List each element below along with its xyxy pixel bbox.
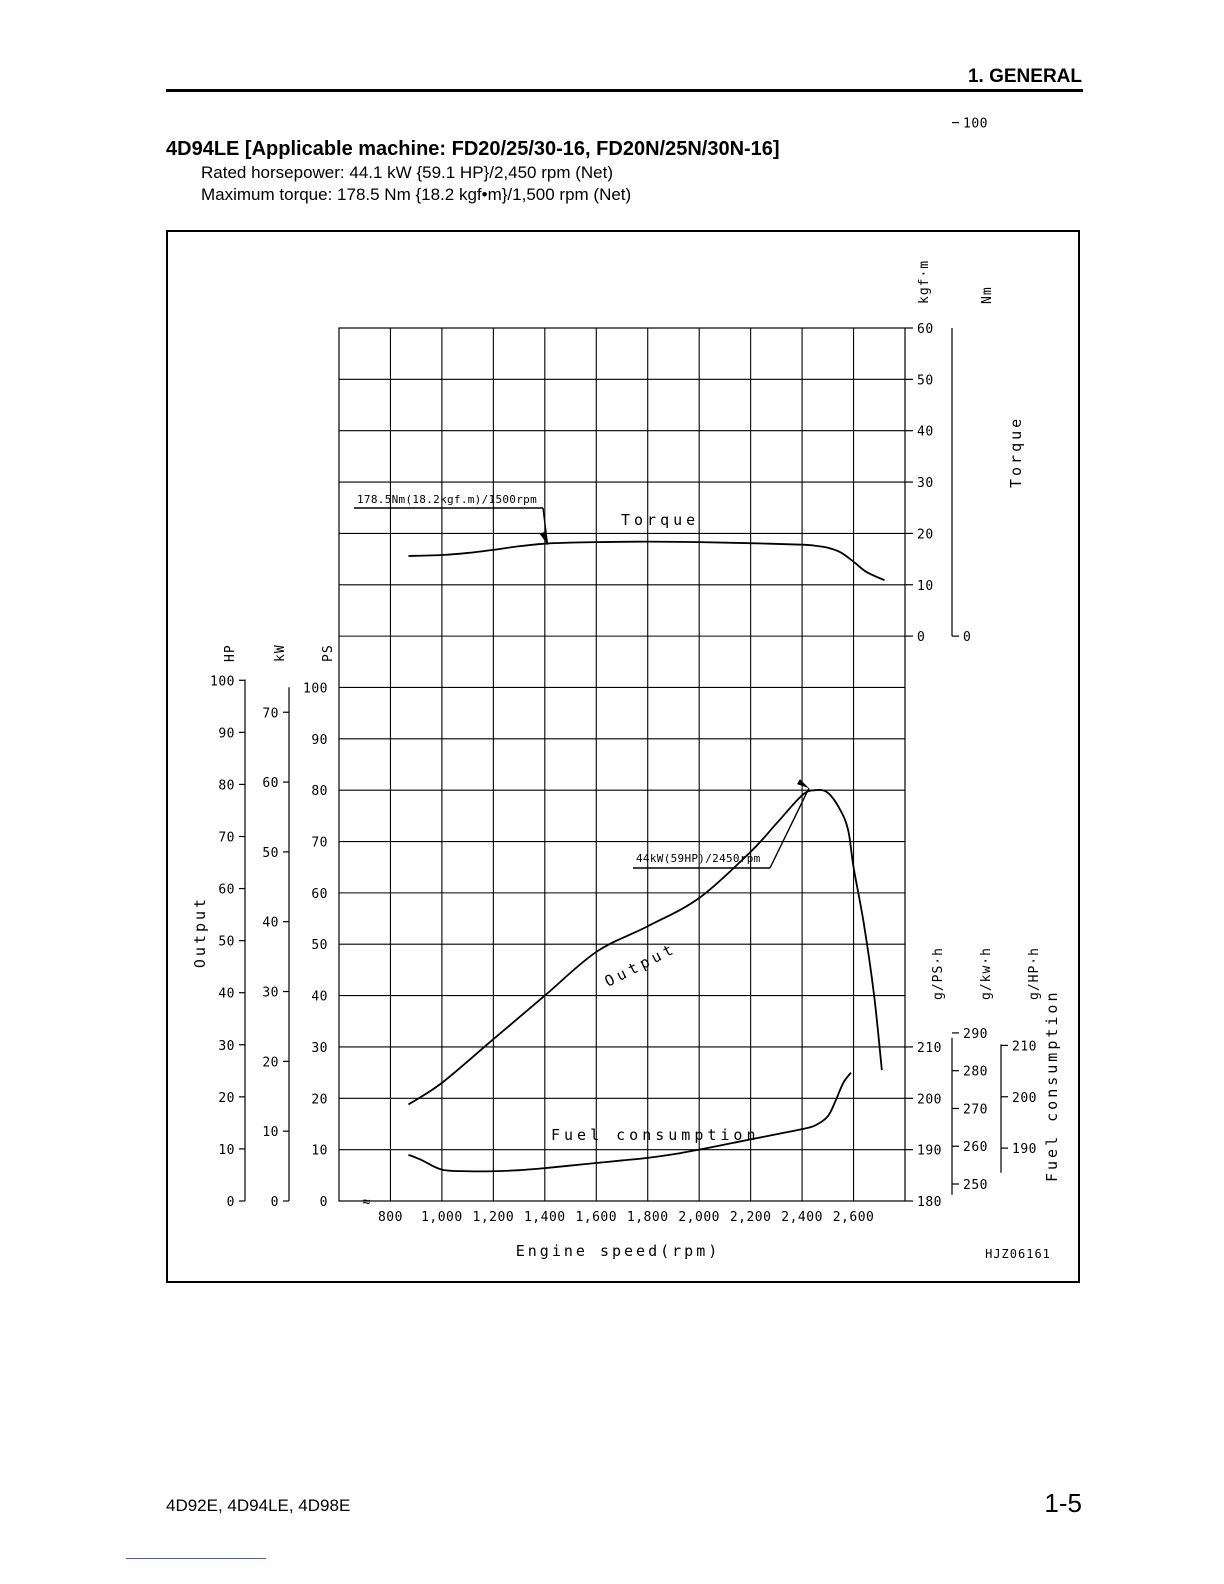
fuel-axis-title: Fuel consumption bbox=[1043, 989, 1061, 1182]
x-tick-label: 1,800 bbox=[626, 1210, 669, 1225]
kw-tick-label: 10 bbox=[262, 1125, 279, 1141]
kgfm-tick-label: 20 bbox=[917, 527, 934, 543]
kw-tick-label: 40 bbox=[262, 915, 279, 931]
gps-tick-label: 190 bbox=[917, 1143, 942, 1159]
ps-tick-label: 50 bbox=[311, 938, 328, 954]
output-curve-label: Output bbox=[601, 939, 680, 991]
x-tick-label: 1,400 bbox=[523, 1210, 566, 1225]
ps-tick-label: 20 bbox=[311, 1092, 328, 1108]
kw-unit-label: kW bbox=[273, 644, 288, 662]
kgfm-tick-label: 0 bbox=[917, 630, 926, 646]
page-number: 1-5 bbox=[1044, 1488, 1082, 1518]
hp-tick-label: 20 bbox=[218, 1090, 235, 1106]
section-title: 1. GENERAL bbox=[967, 66, 1082, 87]
x-axis-label: Engine speed(rpm) bbox=[515, 1242, 721, 1260]
kgfm-tick-label: 30 bbox=[917, 476, 934, 492]
hp-tick-label: 70 bbox=[218, 830, 235, 846]
ghp-tick-label: 210 bbox=[1012, 1039, 1037, 1055]
hp-tick-label: 50 bbox=[218, 934, 235, 950]
ps-tick-label: 30 bbox=[311, 1040, 328, 1056]
kgfm-tick-label: 50 bbox=[917, 373, 934, 389]
fuel-consumption-curve bbox=[408, 1073, 851, 1172]
gkw-tick-label: 290 bbox=[963, 1026, 988, 1042]
kw-tick-label: 0 bbox=[270, 1195, 279, 1210]
rated-output-leader bbox=[770, 788, 809, 868]
output-axis-title: Output bbox=[191, 895, 209, 969]
header-rule bbox=[166, 89, 1083, 92]
kgfm-tick-label: 10 bbox=[917, 578, 934, 594]
footer-models: 4D92E, 4D94LE, 4D98E bbox=[166, 1496, 351, 1515]
rated-horsepower-text: Rated horsepower: 44.1 kW {59.1 HP}/2,450 rpm (Net) bbox=[201, 163, 613, 182]
output-curve bbox=[408, 790, 881, 1105]
nm-unit-label: Nm bbox=[980, 286, 995, 304]
hp-tick-label: 80 bbox=[218, 778, 235, 794]
max-torque-annotation: 178.5Nm(18.2kgf.m)/1500rpm bbox=[357, 493, 537, 506]
kw-tick-label: 70 bbox=[262, 706, 279, 722]
x-tick-label: 2,400 bbox=[781, 1210, 823, 1225]
gps-tick-label: 210 bbox=[917, 1040, 942, 1056]
rated-output-arrowhead bbox=[797, 779, 809, 788]
kgfm-unit-label: kgf·m bbox=[917, 259, 932, 304]
ghp-tick-label: 190 bbox=[1012, 1142, 1037, 1158]
x-axis-break: ≈ bbox=[362, 1194, 372, 1210]
maximum-torque-text: Maximum torque: 178.5 Nm {18.2 kgf•m}/1,500 rpm (Net) bbox=[201, 185, 632, 204]
x-tick-label: 1,600 bbox=[575, 1210, 618, 1225]
torque-curve-label: Torque bbox=[621, 511, 700, 529]
page-heading: 4D94LE [Applicable machine: FD20/25/30-16, FD20N/25N/30N-16] bbox=[166, 138, 780, 160]
gkw-tick-label: 250 bbox=[963, 1178, 988, 1194]
kw-tick-label: 30 bbox=[262, 985, 279, 1001]
hp-tick-label: 0 bbox=[226, 1195, 235, 1210]
ps-tick-label: 80 bbox=[311, 784, 328, 800]
ps-tick-label: 70 bbox=[311, 835, 328, 851]
hp-unit-label: HP bbox=[223, 644, 238, 662]
gkw-unit-label: g/kw·h bbox=[979, 947, 994, 1000]
kw-tick-label: 20 bbox=[262, 1055, 279, 1071]
gps-tick-label: 200 bbox=[917, 1092, 942, 1108]
gps-tick-label: 180 bbox=[917, 1195, 942, 1210]
hp-tick-label: 60 bbox=[218, 882, 235, 898]
gkw-tick-label: 270 bbox=[963, 1102, 988, 1118]
kgfm-tick-label: 40 bbox=[917, 424, 934, 440]
x-tick-label: 1,200 bbox=[472, 1210, 515, 1225]
ps-tick-label: 10 bbox=[311, 1143, 328, 1159]
grid-border bbox=[339, 328, 905, 1201]
hp-tick-label: 40 bbox=[218, 986, 235, 1002]
kw-tick-label: 60 bbox=[262, 776, 279, 792]
x-tick-label: 2,600 bbox=[832, 1210, 875, 1225]
hp-tick-label: 10 bbox=[218, 1142, 235, 1158]
ps-unit-label: PS bbox=[321, 644, 336, 662]
ghp-unit-label: g/HP·h bbox=[1027, 947, 1042, 1000]
nm-tick-label: 100 bbox=[963, 116, 988, 132]
kw-tick-label: 50 bbox=[262, 845, 279, 861]
ps-tick-label: 100 bbox=[303, 681, 328, 697]
chart-grid bbox=[339, 328, 905, 1201]
x-tick-label: 800 bbox=[377, 1210, 403, 1225]
gkw-tick-label: 280 bbox=[963, 1064, 988, 1080]
footer-link-rule bbox=[126, 1558, 266, 1559]
ps-tick-label: 40 bbox=[311, 989, 328, 1005]
x-tick-label: 1,000 bbox=[421, 1210, 463, 1225]
fuel-curve-label: Fuel consumption bbox=[551, 1126, 760, 1144]
gkw-tick-label: 260 bbox=[963, 1140, 988, 1156]
nm-tick-label: 0 bbox=[963, 630, 972, 646]
torque-curve bbox=[408, 542, 884, 581]
hp-tick-label: 90 bbox=[218, 726, 235, 742]
torque-axis-title: Torque bbox=[1007, 415, 1025, 488]
rated-output-annotation: 44kW(59HP)/2450rpm bbox=[636, 852, 761, 865]
ghp-tick-label: 200 bbox=[1012, 1090, 1037, 1106]
figure-code: HJZ06161 bbox=[985, 1247, 1051, 1261]
x-tick-label: 2,000 bbox=[678, 1210, 721, 1225]
x-tick-label: 2,200 bbox=[729, 1210, 772, 1225]
ps-tick-label: 0 bbox=[319, 1195, 328, 1210]
ps-tick-label: 90 bbox=[311, 732, 328, 748]
hp-tick-label: 30 bbox=[218, 1038, 235, 1054]
gps-unit-label: g/PS·h bbox=[931, 947, 946, 1000]
kgfm-tick-label: 60 bbox=[917, 322, 934, 337]
ps-tick-label: 60 bbox=[311, 886, 328, 902]
hp-tick-label: 100 bbox=[210, 674, 235, 690]
